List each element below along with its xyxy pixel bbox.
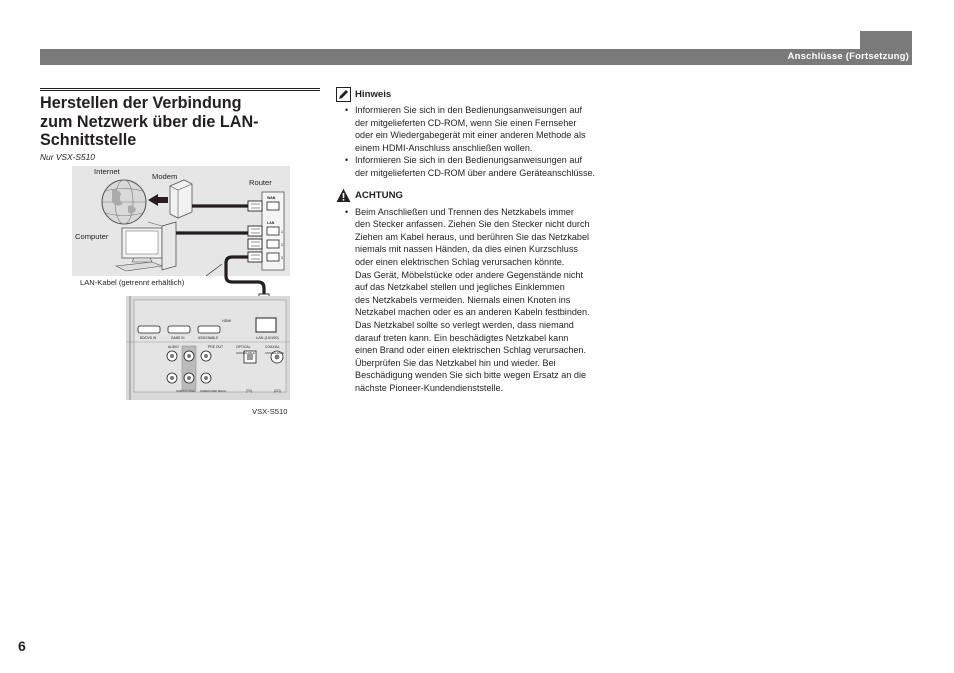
hdmi-label: HDMI [222,319,232,323]
text-line: • Informieren Sie sich in den Bedienungsanweisungen auf [355,105,582,115]
globe-icon [102,180,146,224]
assignable-label: ASSIGNABLE [265,351,285,355]
hdmi-port [168,326,190,333]
achtung-continuation [336,269,622,395]
text-line: Überprüfen Sie das Netzkabel hin und wieder. Bei [355,357,556,368]
header-bar [40,49,912,65]
page-title [40,94,320,150]
text-line: der mitgelieferten CD-ROM über andere Geräteanschlüsse. [355,167,596,178]
page-title-line: zum Netzwerk über die LAN- [40,112,259,131]
model-note: Nur VSX-S510 [40,152,95,162]
text-line: des Netzkabels vermeiden. Niemals einen Knoten ins [355,294,571,305]
pre-out-label: PRE OUT [208,345,224,349]
text-line: der mitgelieferten CD-ROM, wenn Sie einen Fernseher [355,117,577,128]
text-line: Ziehen am Kabel heraus, und berühren Sie das Netzkabel [355,231,590,242]
optical-label: OPTICAL [236,345,251,349]
hdmi-input-label: ASSIGNABLE [198,336,219,340]
text-line: einen Brand oder einen elektrischen Schlag verursachen. [355,345,587,356]
hdmi-port [138,326,160,333]
subwoofer-label: SUBWOOFER [176,389,196,393]
achtung-heading-label: ACHTUNG [355,190,403,202]
router-label: Router [249,178,272,187]
router-lan-label: LAN [267,221,275,225]
text-line: oder einen elektrischen Schlag verursachen könnte. [355,256,565,267]
rj45-plug-icon [248,226,262,236]
router-port-number: 2 [281,243,283,247]
text-line: auf das Netzkabel stellen und jegliches Einklemmen [355,282,565,293]
warning-icon [336,188,351,203]
rj45-plug-icon [248,239,262,249]
achtung-list [336,206,622,269]
text-line: • Beim Anschließen und Trennen des Netzkabels immer [355,206,574,217]
router-port-number: 1 [281,230,283,234]
rj45-plug-icon [248,252,262,262]
modem-icon [170,180,192,218]
list-item [336,206,622,269]
coaxial-label: COAXIAL [265,345,280,349]
diagram-illustration [72,166,290,418]
modem-label: Modem [152,172,178,181]
text-line: Netzkabel machen oder es an anderen Kabeln festbinden. [355,307,590,318]
network-connection-diagram [72,166,290,418]
page-number: 6 [18,638,26,654]
text-line: • Informieren Sie sich in den Bedienungsanweisungen auf [355,155,582,166]
hinweis-heading [336,86,622,102]
text-line: Beschädigung wenden Sie sich bitte wegen Ersatz an die [355,370,587,381]
hdmi-input-label: BD/DVD IN [140,336,157,340]
lan-port-label: LAN (10/100) [256,336,279,340]
right-column [336,86,622,394]
text-line: Das Netzkabel sollte so verlegt werden, dass niemand [355,319,574,330]
cd-label: (CD) [274,389,281,393]
text-line: nächste Pioneer-Kundendienststelle. [355,382,504,393]
title-rule [40,88,320,91]
hdmi-input-label: GAME IN [171,336,185,340]
hdmi-port [198,326,220,333]
lan-cable-label: LAN-Kabel (getrennt erhältlich) [80,278,185,287]
tv-label: (TV) [246,389,253,393]
text-line: Das Gerät, Möbelstücke oder andere Gegenstände nicht [355,269,583,280]
list-item [336,154,622,179]
text-line: niemals mit nassen Händen, da dies einen Kurzschluss [355,244,578,255]
model-label: VSX-S510 [252,407,288,416]
text-line: den Stecker anfassen. Ziehen Sie den Stecker nicht durch [355,219,590,230]
text-line: darauf treten kann. Ein beschädigtes Netzkabel kann [355,332,569,343]
lan-port [256,318,276,332]
achtung-heading [336,188,622,204]
list-item [336,104,622,154]
hinweis-heading-label: Hinweis [355,88,392,100]
page-title-line: Schnittstelle [40,131,137,149]
note-pencil-icon [336,87,351,102]
page-title-line: Herstellen der Verbindung [40,94,242,112]
router-wan-label: WAN [267,196,276,200]
audio-label: AUDIO [168,345,179,349]
computer-label: Computer [75,232,109,241]
surround-back-label: SURROUND BACK [200,389,227,393]
router-port-number: 3 [281,256,283,260]
hinweis-list [336,104,622,180]
section-header: Anschlüsse (Fortsetzung) [787,51,909,62]
text-line: oder ein Wiedergabegerät mit einer anderen Methode als [355,130,586,141]
text-line: einem HDMI-Anschluss anschließen wollen. [355,142,533,153]
assignable-label: ASSIGNABLE [236,351,256,355]
rj45-plug-icon [248,201,262,211]
internet-label: Internet [94,167,120,176]
